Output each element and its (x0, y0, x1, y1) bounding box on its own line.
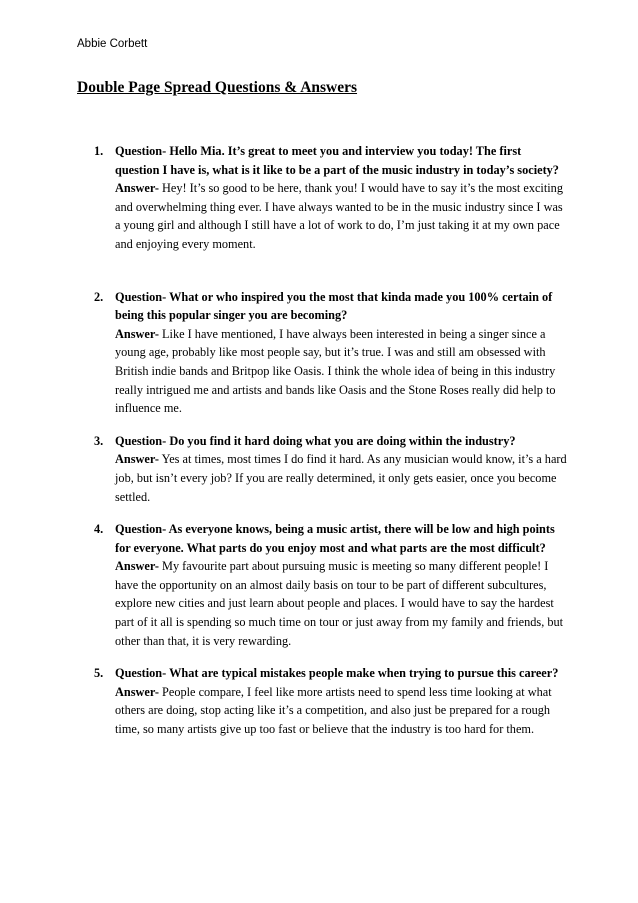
answer-block (115, 450, 567, 506)
qa-number: 2. (94, 289, 104, 304)
answer-label: Answer- (115, 326, 159, 341)
question-text: Question- What are typical mistakes people make when trying to pursue this career? (115, 666, 559, 681)
spacer (77, 650, 567, 664)
answer-label: Answer- (115, 452, 159, 467)
qa-item-2 (77, 288, 567, 418)
question-text: Question- Do you find it hard doing what you are doing within the industry? (115, 433, 516, 448)
qa-item-5 (77, 664, 567, 738)
answer-text: My favourite part about pursuing music is meeting so many different people! I have the opportunity on an almost daily basis on tour to be part of different subcultures, explore new cities and just learn about people and places. I would have to say the hardest part of it all is spending so much time on tour or just away from my family and friends, but other than that, it is very rewarding. (115, 559, 564, 648)
question-text: Question- What or who inspired you the most that kinda made you 100% certain of being this popular singer you are becoming? (115, 289, 553, 323)
document-title: Double Page Spread Questions & Answers (77, 79, 358, 96)
answer-label: Answer- (115, 684, 159, 699)
answer-text: People compare, I feel like more artists need to spend less time looking at what others are doing, stop acting like it’s a competition, and also just be prepared for a rough time, so many artists give up too fast or believe that the industry is too hard for them. (115, 684, 552, 737)
question-text: Question- As everyone knows, being a music artist, there will be low and high points for everyone. What parts do you enjoy most and what parts are the most difficult? (115, 522, 555, 555)
qa-number: 3. (94, 433, 104, 448)
answer-block (115, 683, 567, 739)
answer-block (115, 325, 567, 418)
qa-item-4 (77, 520, 567, 650)
answer-text: Hey! It’s so good to be here, thank you! I would have to say it’s the most exciting and overwhelming thing ever. I have always wanted to be in the music industry since I was a young girl and although I still have a lot of work to do, I’m just taking it at my own pace and enjoying every moment. (115, 181, 563, 251)
answer-text: Yes at times, most times I do find it hard. As any musician would know, it’s a hard job, but isn’t every job? If you are really determined, it only gets easier, once you become settled. (115, 452, 567, 504)
qa-list (77, 142, 567, 739)
answer-block (115, 557, 567, 650)
spacer (77, 254, 567, 288)
question-text: Question- Hello Mia. It’s great to meet you and interview you today! The first question I have is, what is it like to be a part of the music industry in today’s society? (115, 144, 559, 177)
qa-number: 1. (94, 144, 104, 158)
spacer (77, 506, 567, 520)
answer-text: Like I have mentioned, I have always been interested in being a singer since a young age, probably like most people say, but it’s true. I was and still am obsessed with British indie bands and Britpop like Oasis. I think the whole idea of being in this industry really intrigued me and artists and bands like Oasis and the Stone Roses really did help to influence me. (115, 326, 556, 416)
answer-label: Answer- (115, 559, 159, 574)
qa-number: 4. (94, 522, 104, 537)
author-name: Abbie Corbett (77, 38, 148, 50)
spacer (77, 418, 567, 432)
answer-label: Answer- (115, 181, 159, 196)
qa-item-3 (77, 432, 567, 506)
qa-item-1 (77, 142, 567, 254)
answer-block (115, 179, 567, 253)
qa-number: 5. (94, 666, 104, 681)
